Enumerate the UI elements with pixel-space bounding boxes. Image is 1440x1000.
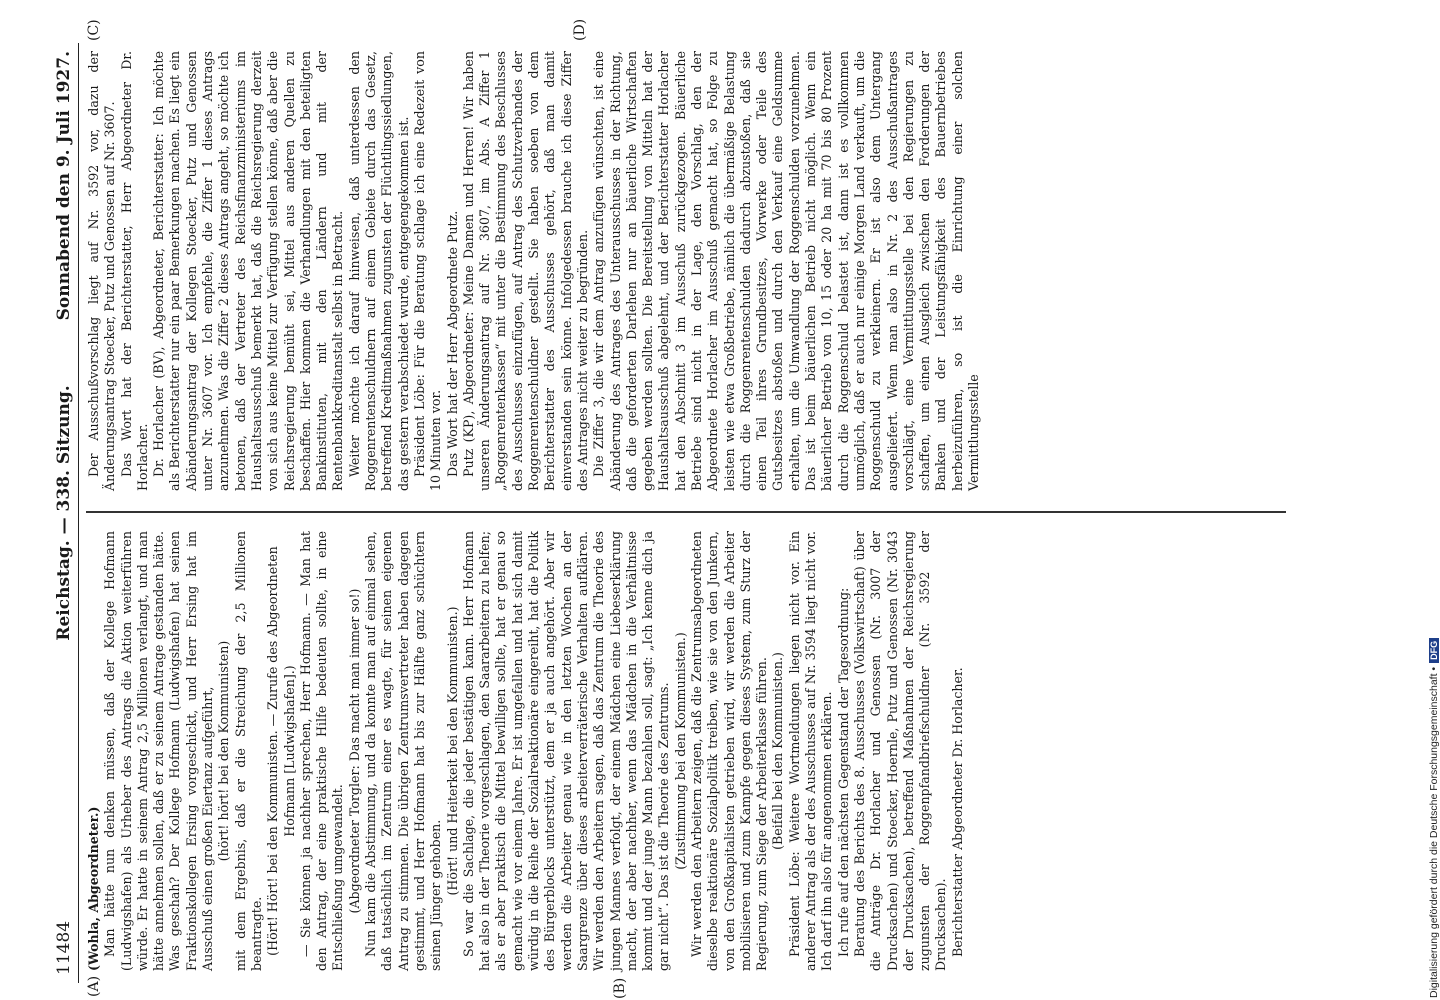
interjection: (Abgeordneter Torgler: Das macht man immer so!) xyxy=(346,588,362,914)
margin-mark-d: (D) xyxy=(572,18,588,41)
paragraph: Das Wort hat der Herr Abgeordnete Putz. xyxy=(444,210,460,477)
interjection: (Hört! und Heiterkeit bei den Kommunisten.) xyxy=(444,606,460,896)
margin-mark-b: (B) xyxy=(612,977,628,999)
paragraph: Das Wort hat der Berichterstatter, Herr Abgeordneter Dr. Horlacher. xyxy=(118,51,150,491)
paragraph: Der Ausschußvorschlag liegt auf Nr. 3592 vor, dazu der Änderungsantrag Stoecker, Putz und Genossen auf Nr. 3607. xyxy=(86,51,118,491)
interjection: (Beifall bei den Kommunisten.) xyxy=(770,652,786,850)
page-header xyxy=(52,43,79,983)
margin-mark-a: (A) xyxy=(86,975,102,997)
paragraph: Ich rufe auf den nächsten Gegenstand der Tagesordnung: xyxy=(835,587,851,957)
paragraph: Man hätte nun denken müssen, daß der Kollege Hofmann (Ludwigshafen) als Urheber des Antrags die Aktion weiterführen würde. Er hatte in seinem Antrag 2,5 Millionen verlangt, und man hätte annehmen sollen, daß er zu seinem Antrage gestanden hätte. Was geschah? Der Kollege Hofmann (Ludwigshafen) hat seinen Fraktionskollegen Ersing vorgeschickt, und Herr Ersing hat im Ausschuß einen großen Eiertanz aufgeführt, xyxy=(102,531,216,971)
paragraph: Die Ziffer 3, die wir dem Antrag anzufügen wünschten, ist eine Abänderung des Antrages des Unterausschusses in der Richtung, daß die geforderten Darlehen nur an bäuerliche Wirtschaften gegeben werden sollten. Die Bereitstellung von Mitteln hat der Haushaltsausschuß abgelehnt, und der Berichterstatter Horlacher hat den Abschnitt 3 im Ausschuß zurückgezogen. Bäuerliche Betriebe sind nicht in der Lage, den Vorschlag, den der Abgeordnete Horlacher im Ausschuß gemacht hat, so Folge zu leisten wie etwa Großbetriebe, nämlich die übermäßige Belastung durch die Roggenrentenschulden dadurch abzustoßen, daß sie einen Teil ihres Grundbesitzes, Vorwerke oder Teile des Gutsbesitzes abstoßen und durch den Verkauf eine Geldsumme erhalten, um die Umwandlung der Roggenschulden vorzunehmen. Das ist beim bäuerlichen Betrieb nicht möglich. Wenn ein bäuerlicher Betrieb von 10, 15 oder 20 ha mit 70 bis 80 Prozent durch die Roggenschuld belastet ist, dann ist es vollkommen unmöglich, daß er auch nur einige Morgen Land verkauft, um die Roggenschuld zu verkleinern. Er ist also dem Untergang ausgeliefert. Wenn man also in Nr. 2 des Ausschußantrages vorschlägt, eine Vermittlungsstelle bei den Regierungen zu schaffen, um einen Ausgleich zwischen den Forderungen der Banken und der Leistungsfähigkeit des Bauernbetriebes herbeizuführen, so ist die Einrichtung einer solchen Vermittlungsstelle xyxy=(591,51,982,491)
interjection: (hört! hört! bei den Kommunisten) xyxy=(216,640,232,862)
margin-mark-c: (C) xyxy=(86,19,102,41)
digitization-credit xyxy=(1428,638,1440,998)
paragraph: mit dem Ergebnis, daß er die Streichung der 2,5 Millionen beantragte. xyxy=(232,531,264,971)
speaker-line: (Wohla, Abgeordneter.) xyxy=(86,806,101,971)
left-column xyxy=(86,531,966,971)
interjection: (Zustimmung bei den Kommunisten.) xyxy=(672,632,688,870)
paragraph: Wir werden den Arbeitern zeigen, daß die Zentrumsabgeordneten dieselbe reaktionäre Sozialpolitik treiben, wie sie von den Junkern, von den Großkapitalisten getrieben wird, wir werden die Arbeiter mobilisieren und zum Kampfe gegen dieses System, zum Sturz der Regierung, zum Siege der Arbeiterklasse führen. xyxy=(688,531,770,971)
agenda-item: Beratung des Berichts des 8. Ausschusses (Volkswirtschaft) über die Anträge Dr. Horlacher und Genossen (Nr. 3007 der Drucksachen) und Stoecker, Hoernle, Putz und Genossen (Nr. 3043 der Drucksachen), betreffend Maßnahmen der Reichsregierung zugunsten der Roggenpfandbriefschuldner (Nr. 3592 der Drucksachen). xyxy=(851,531,949,971)
paragraph: — Sie können ja nachher sprechen, Herr Hofmann. — Man hat den Antrag, der eine praktische Hilfe bedeuten sollte, in eine Entschließung umgewandelt. xyxy=(297,531,346,971)
paragraph: Weiter möchte ich darauf hinweisen, daß unterdessen den Roggenrentenschuldnern auf einem Gebiete durch das Gesetz, betreffend Kreditmaßnahmen zugunsten der Flüchtlingssiedlungen, das gestern verabschiedet wurde, entgegengekommen ist. xyxy=(346,51,411,491)
president-statement: Präsident Löbe: Für die Beratung schlage ich eine Redezeit von 10 Minuten vor. xyxy=(411,51,444,491)
paragraph: Berichterstatter Abgeordneter Dr. Horlacher. xyxy=(949,667,965,957)
session-title: Reichstag. — 338. Sitzung. xyxy=(54,385,74,641)
paragraph: Nun kam die Abstimmung, und da konnte man auf einmal sehen, daß tatsächlich im Zentrum einer es wagte, für seinen eigenen Antrag zu stimmen. Die übrigen Zentrumsvertreter haben dagegen gestimmt, und Herr Hofmann hat bis zur Hälfte ganz schüchtern seinen Jünger gehoben. xyxy=(363,531,444,971)
page-number: 11484 xyxy=(54,920,74,975)
paragraph: So war die Sachlage, die jeder bestätigen kann. Herr Hofmann hat also in der Theorie vorgeschlagen, den Saararbeitern zu helfen; als er aber praktisch die Mittel bewilligen sollte, hat er genau so gemacht wie vor einem Jahre. Er ist umgefallen und hat sich damit würdig in die Reihe der Sozialreaktionäre eingereiht, hat die Politik des Bürgerblocks unterstützt, dem er ja auch angehört. Aber wir werden die Arbeiter genau wie in den letzten Wochen an der Saargrenze über dieses arbeiterverräterische Verhalten aufklären. Wir werden den Arbeitern sagen, daß das Zentrum die Theorie des jungen Mannes verfolgt, der einem Mädchen eine Liebeserklärung macht, der aber nachher, wenn das Mädchen in die Verhältnisse kommt und der junge Mann bezahlen soll, sagt: „Ich kenne dich ja gar nicht“. Das ist die Theorie des Zentrums. xyxy=(460,531,672,971)
speaker-statement: Putz (KP), Abgeordneter: Meine Damen und Herren! Wir haben unseren Änderungsantrag auf Nr. 3607, im Abs. A Ziffer 1 „Roggenrentenkassen“ mit unter die Bestimmung des Beschlusses des Ausschusses einzufügen, auf Antrag des Schutzverbandes der Roggenrentenschuldner gestellt. Sie haben soeben von dem Berichterstatter des Ausschusses gehört, daß man damit einverstanden sein könne. Infolgedessen brauche ich diese Ziffer des Antrages nicht weiter zu begründen. xyxy=(460,51,590,491)
interjection: (Hört! Hört! bei den Kommunisten. — Zurufe des Abgeordneten Hofmann [Ludwigshafen].) xyxy=(265,546,297,956)
speaker-statement: Dr. Horlacher (BV), Abgeordneter, Berichterstatter: Ich möchte als Berichterstatter nur ein paar Bemerkungen machen. Es liegt ein Abänderungsantrag der Kollegen Stoecker, Putz und Genossen unter Nr. 3607 vor. Ich empfehle, die Ziffer 1 dieses Antrags anzunehmen. Was die Ziffer 2 dieses Antrags angeht, so möchte ich betonen, daß der Vertreter des Reichsfinanzministeriums im Haushaltsausschuß bemerkt hat, daß die Reichsregierung derzeit von sich aus keine Mittel zur Verfügung stellen könne, daß aber die Reichsregierung bemüht sei, Mittel aus anderen Quellen zu beschaffen. Hier kommen die Verhandlungen mit den beteiligten Bankinstituten, mit den Ländern und mit der Rentenbankkreditanstalt selbst in Betracht. xyxy=(151,51,346,491)
right-column xyxy=(86,51,982,491)
president-statement: Präsident Löbe: Weitere Wortmeldungen liegen nicht vor. Ein anderer Antrag als der des Ausschusses auf Nr. 3594 liegt nicht vor. Ich darf ihn also für angenommen erklären. xyxy=(786,531,835,971)
column-divider xyxy=(86,512,1286,514)
document-page xyxy=(52,18,1302,999)
session-date: Sonnabend den 9. Juli 1927. xyxy=(54,51,74,321)
credit-text: Digitalisierung gefördert durch die Deutsche Forschungsgemeinschaft • xyxy=(1428,666,1440,998)
dfg-logo: DFG xyxy=(1429,638,1439,663)
